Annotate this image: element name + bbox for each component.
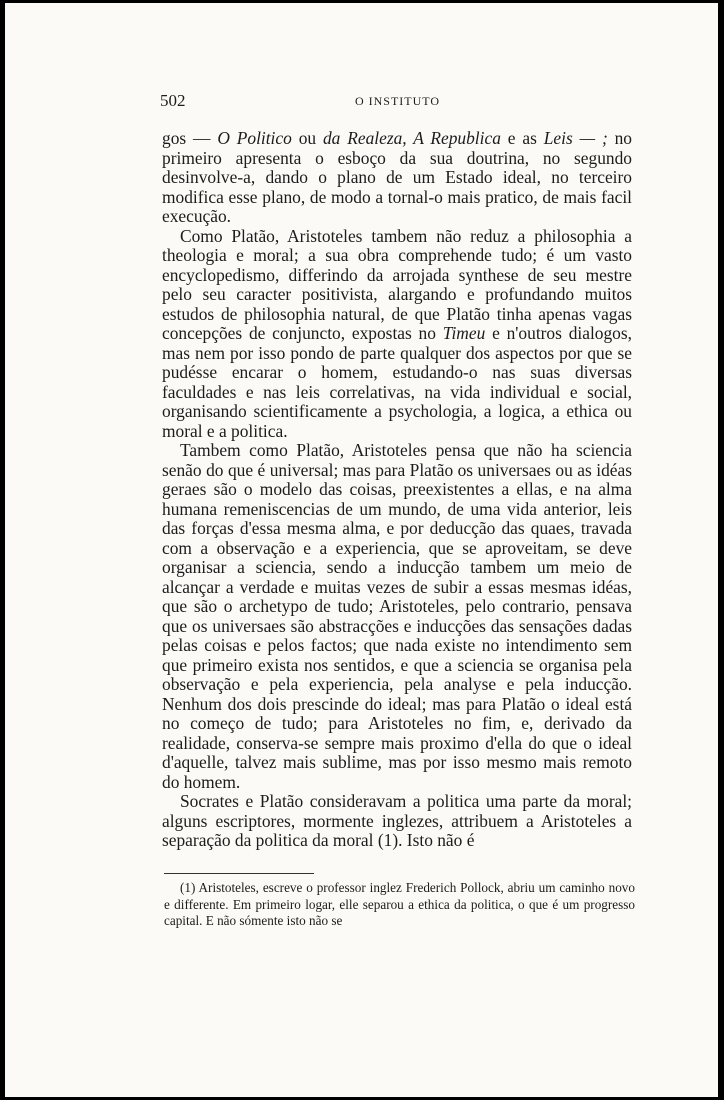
paragraph [162, 441, 632, 792]
paragraph [162, 227, 632, 442]
document-page [5, 3, 718, 1097]
text-run: e as [500, 128, 544, 148]
italic-title: Timeu [442, 323, 486, 343]
footnote-text: (1) Aristoteles, escreve o professor inglez Frederich Pollock, abriu um caminho novo e differente. Em primeiro logar, elle separou a ethica da politica, o que é um progresso capital. E não sómente isto não se [164, 880, 635, 928]
footnote-divider [164, 873, 314, 874]
text-run: Tambem como Platão, Aristoteles pensa que não ha sciencia senão do que é universal; mas para Platão os universaes ou as idéas geraes são o modelo das coisas, preexistentes a ellas, e na alma humana remeniscencias de um mundo, de uma vida anterior, leis das forças d'essa mesma alma, e por deducção das quaes, travada com a observação e a experiencia, que se aproveitam, se deve organisar a sciencia, sendo a inducção tambem um meio de alcançar a verdade e muitas vezes de subir a essas mesmas idéas, que são o archetypo de tudo; Aristoteles, pelo contrario, pensava que os universaes são abstracções e inducções das sensações dadas pelas coisas e pelos factos; que nada existe no intendimento sem que primeiro exista nos sentidos, e que a sciencia se organisa pela observação e pela experiencia, pela analyse e pela inducção. Nenhum dos dois prescinde do ideal; mas para Platão o ideal está no começo de tudo; para Aristoteles no fim, e, derivado da realidade, conserva-se sempre mais proximo d'ella do que o ideal d'aquelle, talvez mais sublime, mas por isso mesmo mais remoto do homem. [162, 440, 632, 792]
italic-title: da Realeza, A Republica [322, 128, 501, 148]
text-run: no primeiro apresenta o esboço da sua doutrina, no segundo desinvolve-a, dando o plano de um Estado ideal, no terceiro modifica esse plano, de modo a tornal-o mais pratico, de mais facil execução. [162, 128, 633, 226]
text-run: gos — [162, 128, 218, 148]
text-run: ou [291, 128, 323, 148]
text-run: e n'outros dialogos, mas nem por isso pondo de parte qualquer dos aspectos por que se pudésse encarar o homem, estudando-o nas suas diversas faculdades e nas leis correlativas, na vida individual e social, organisando scientificamente a psychologia, a logica, a ethica ou moral e a politica. [162, 323, 632, 441]
italic-title: O Politico [217, 128, 292, 148]
paragraph [162, 792, 632, 851]
body-text [162, 129, 632, 851]
italic-title: Leis — ; [543, 128, 608, 148]
running-head: O INSTITUTO [354, 94, 441, 108]
page-header [160, 91, 635, 111]
text-run: Socrates e Platão consideravam a politica uma parte da moral; alguns escriptores, mormente inglezes, attribuem a Aristoteles a separação da politica da moral (1). Isto não é [162, 791, 632, 850]
footnote [164, 880, 635, 930]
page-number: 502 [160, 91, 186, 110]
paragraph [162, 129, 632, 227]
text-run: Como Platão, Aristoteles tambem não reduz a philosophia a theologia e moral; a sua obra comprehende tudo; é um vasto encyclopedismo, differindo da arrojada synthese de seu mestre pelo seu caracter positivista, alargando e profundando muitos estudos de philosophia natural, de que Platão tinha apenas vagas concepções de conjuncto, expostas no [162, 225, 632, 343]
